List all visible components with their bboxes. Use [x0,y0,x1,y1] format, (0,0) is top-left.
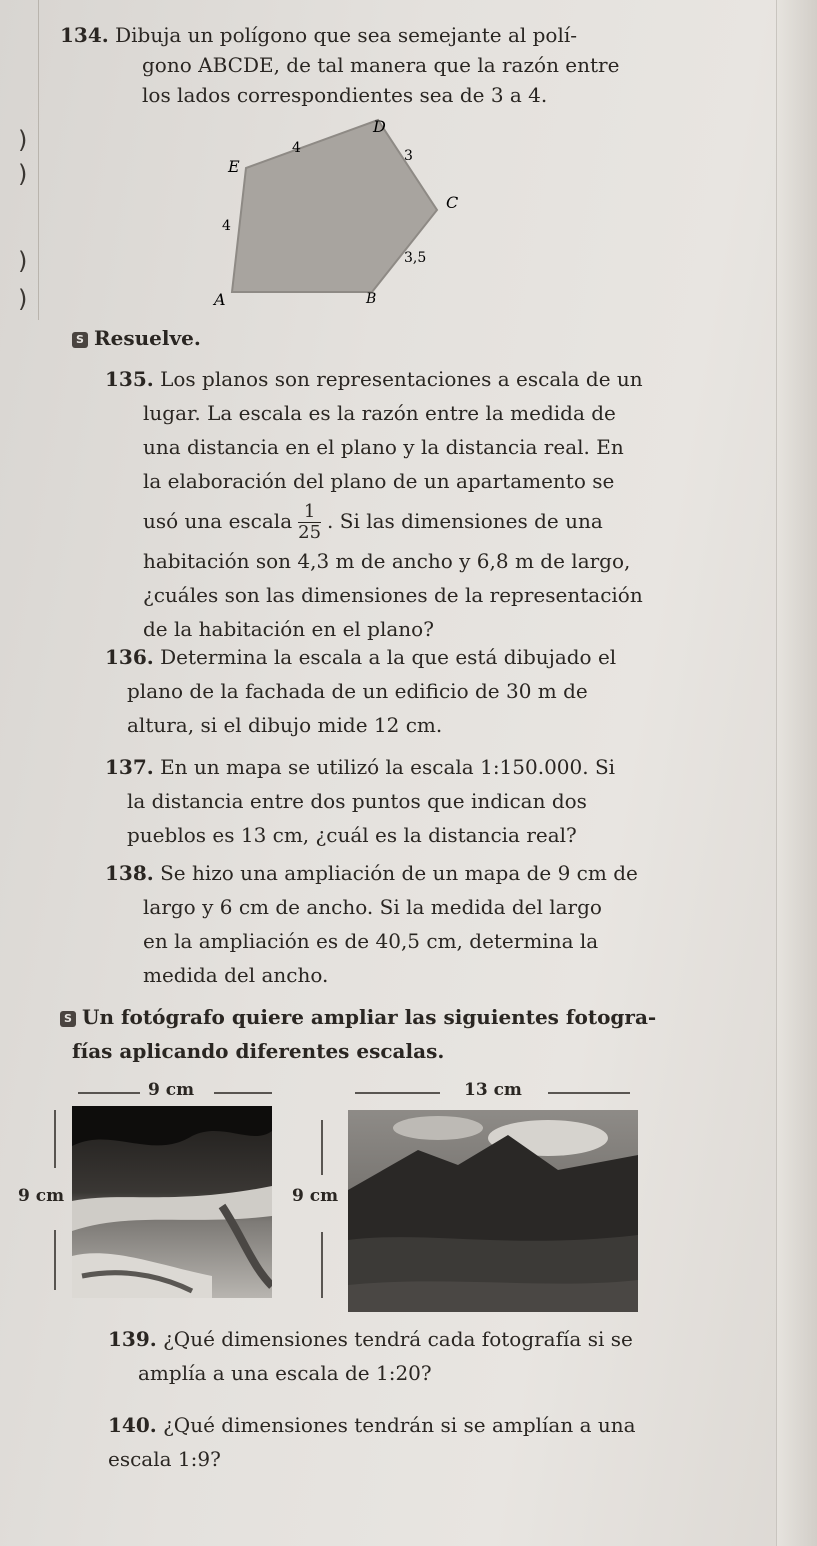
exercise-text: Los planos son representaciones a escala de un [160,367,643,391]
section-title: Resuelve. [94,326,201,350]
vertex-label-e: E [228,157,240,176]
exercise-number: 137. [105,755,154,779]
exercise-text: habitación son 4,3 m de ancho y 6,8 m de largo, [143,549,631,573]
exercise-text: pueblos es 13 cm, ¿cuál es la distancia real? [127,823,577,847]
photo1-height-label: 9 cm [18,1186,65,1206]
side-label-dc: 3 [404,148,413,164]
exercise-text: Se hizo una ampliación de un mapa de 9 cm de [160,861,638,885]
side-label-bc: 3,5 [404,250,427,266]
exercise-number: 140. [108,1413,157,1437]
photo2-width-label: 13 cm [464,1080,522,1100]
exercise-text: escala 1:9? [108,1447,221,1471]
photo-mountain-landscape [348,1110,638,1312]
vertex-label-c: C [446,193,459,212]
exercise-text: de la habitación en el plano? [143,617,434,641]
exercise-text: usó una escala [143,509,293,533]
exercise-text: Dibuja un polígono que sea semejante al polí- [115,23,578,47]
exercise-text: la distancia entre dos puntos que indican dos [127,789,587,813]
exercise-text: En un mapa se utilizó la escala 1:150.000. Si [160,755,616,779]
vertex-label-a: A [214,290,226,309]
margin-mark: ) [18,126,28,154]
exercise-text: . Si las dimensiones de una [327,509,603,533]
photo1-width-label: 9 cm [148,1080,195,1100]
exercise-140 [108,1408,668,1476]
exercise-text: ¿Qué dimensiones tendrán si se amplían a una [163,1413,636,1437]
photo-river-landscape [72,1106,272,1298]
exercise-number: 136. [105,645,154,669]
side-label-ed: 4 [292,140,301,156]
exercise-text: una distancia en el plano y la distancia real. En [143,435,624,459]
exercise-text: la elaboración del plano de un apartamento se [143,469,615,493]
exercise-text: gono ABCDE, de tal manera que la razón entre [142,53,620,77]
exercise-number: 135. [105,367,154,391]
exercise-text: amplía a una escala de 1:20? [138,1361,432,1385]
side-label-ae: 4 [222,218,231,234]
section-text: fías aplicando diferentes escalas. [72,1039,445,1063]
exercise-text: ¿cuáles son las dimensiones de la representación [143,583,643,607]
exercise-number: 138. [105,861,154,885]
exercise-text: altura, si el dibujo mide 12 cm. [127,713,443,737]
exercise-text: lugar. La escala es la razón entre la medida de [143,401,616,425]
vertex-label-d: D [373,117,386,136]
exercise-number: 134. [60,23,109,47]
margin-mark: ) [18,247,28,275]
exercise-139 [108,1322,668,1390]
margin-mark: ) [18,285,28,313]
exercise-text: en la ampliación es de 40,5 cm, determina la [143,929,599,953]
exercise-text: Determina la escala a la que está dibujado el [160,645,617,669]
exercise-number: 139. [108,1327,157,1351]
exercise-text: plano de la fachada de un edificio de 30 m de [127,679,588,703]
photo2-height-label: 9 cm [292,1186,339,1206]
fraction-denominator: 25 [298,522,322,543]
vertex-label-b: B [366,291,377,307]
section-badge: S [72,332,88,348]
margin-mark: ) [18,160,28,188]
exercise-text: largo y 6 cm de ancho. Si la medida del largo [143,895,602,919]
fraction-numerator: 1 [303,501,316,522]
section-badge: S [60,1011,76,1027]
section-text: Un fotógrafo quiere ampliar las siguientes fotogra- [82,1005,657,1029]
exercise-text: medida del ancho. [143,963,329,987]
exercise-text: los lados correspondientes sea de 3 a 4. [142,83,548,107]
exercise-text: ¿Qué dimensiones tendrá cada fotografía si se [163,1327,633,1351]
